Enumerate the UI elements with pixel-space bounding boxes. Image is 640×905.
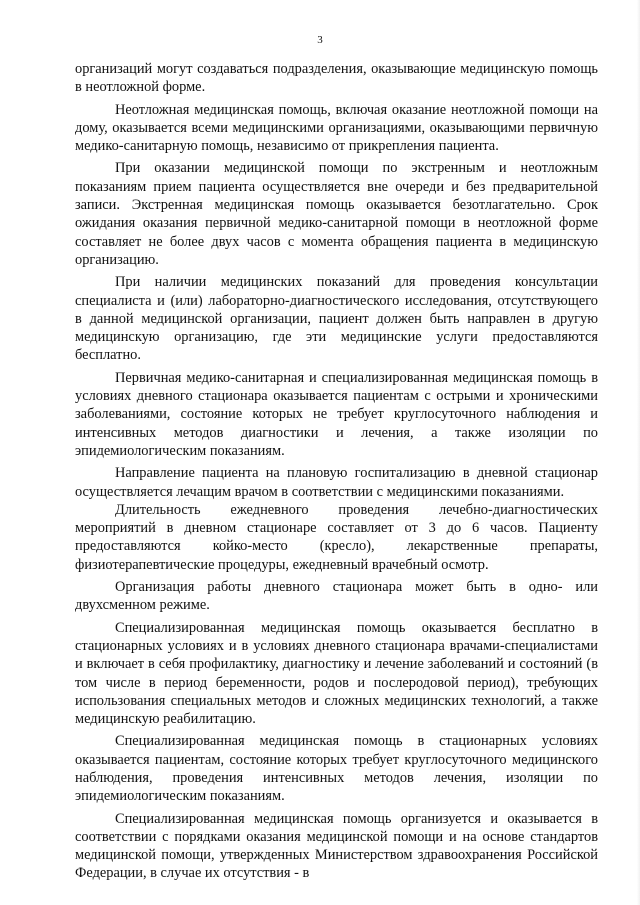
paragraph-planned-hospitalization: Направление пациента на плановую госпитализацию в дневной стационар осуществляется лечащим врачом в соответствии с медицинскими показаниями. [75,465,598,500]
paragraph-standards: Специализированная медицинская помощь организуется и оказывается в соответствии с порядками оказания медицинской помощи и на основе стандартов медицинской помощи, утвержденных Министерством здравоохранения Российской Федерации, в случае их отсутствия - в [75,810,598,882]
paragraph-inpatient-care: Специализированная медицинская помощь в стационарных условиях оказывается пациентам, состояние которых требует круглосуточного медицинского наблюдения, проведения интенсивных методов лечения, изоляции по эпидемиологическим показаниям. [75,733,598,805]
paragraph-continuation: организаций могут создаваться подразделения, оказывающие медицинскую помощь в неотложной форме. [75,61,598,96]
paragraph-day-hospital: Первичная медико-санитарная и специализированная медицинская помощь в условиях дневного стационара оказывается пациентам с острыми и хроническими заболеваниями, состояние которых не требует круглосуточного наблюдения и интенсивных методов диагностики и лечения, а также изоляции по эпидемиологическим показаниям. [75,369,598,459]
paragraph-shift-mode: Организация работы дневного стационара может быть в одно- или двухсменном режиме. [75,579,598,614]
paragraph-emergency-indications: При оказании медицинской помощи по экстренным и неотложным показаниям прием пациента осуществляется вне очереди и без предварительной записи. Экстренная медицинская помощь оказывается безотлагательно. Срок ожидания оказания первичной медико-санитарной помощи в неотложной форме составляет не более двух часов с момента обращения пациента в медицинскую организацию. [75,160,598,268]
paragraph-specialized-care: Специализированная медицинская помощь оказывается бесплатно в стационарных условиях и в условиях дневного стационара врачами-специалистами и включает в себя профилактику, диагностику и лечение заболеваний и состояний (в том числе в период беременности, родов и послеродовой период), требующих использования специальных методов и сложных медицинских технологий, а также медицинскую реабилитацию. [75,619,598,728]
body-text [75,60,598,883]
paragraph-duration: Длительность ежедневного проведения лечебно-диагностических мероприятий в дневном стационаре составляет от 3 до 6 часов. Пациенту предоставляются койко-место (кресло), лекарственные препараты, физиотерапевтические процедуры, ежедневный врачебный осмотр. [75,501,598,573]
page-number: 3 [317,34,323,46]
paragraph-consultation-referral: При наличии медицинских показаний для проведения консультации специалиста и (или) лабораторно-диагностического исследования, отсутствующего в данной медицинской организации, пациент должен быть направлен в другую медицинскую организацию, где эти медицинские услуги предоставляются бесплатно. [75,274,598,364]
paragraph-emergency-help: Неотложная медицинская помощь, включая оказание неотложной помощи на дому, оказывается всеми медицинскими организациями, оказывающими первичную медико-санитарную помощь, независимо от прикрепления пациента. [75,101,598,155]
